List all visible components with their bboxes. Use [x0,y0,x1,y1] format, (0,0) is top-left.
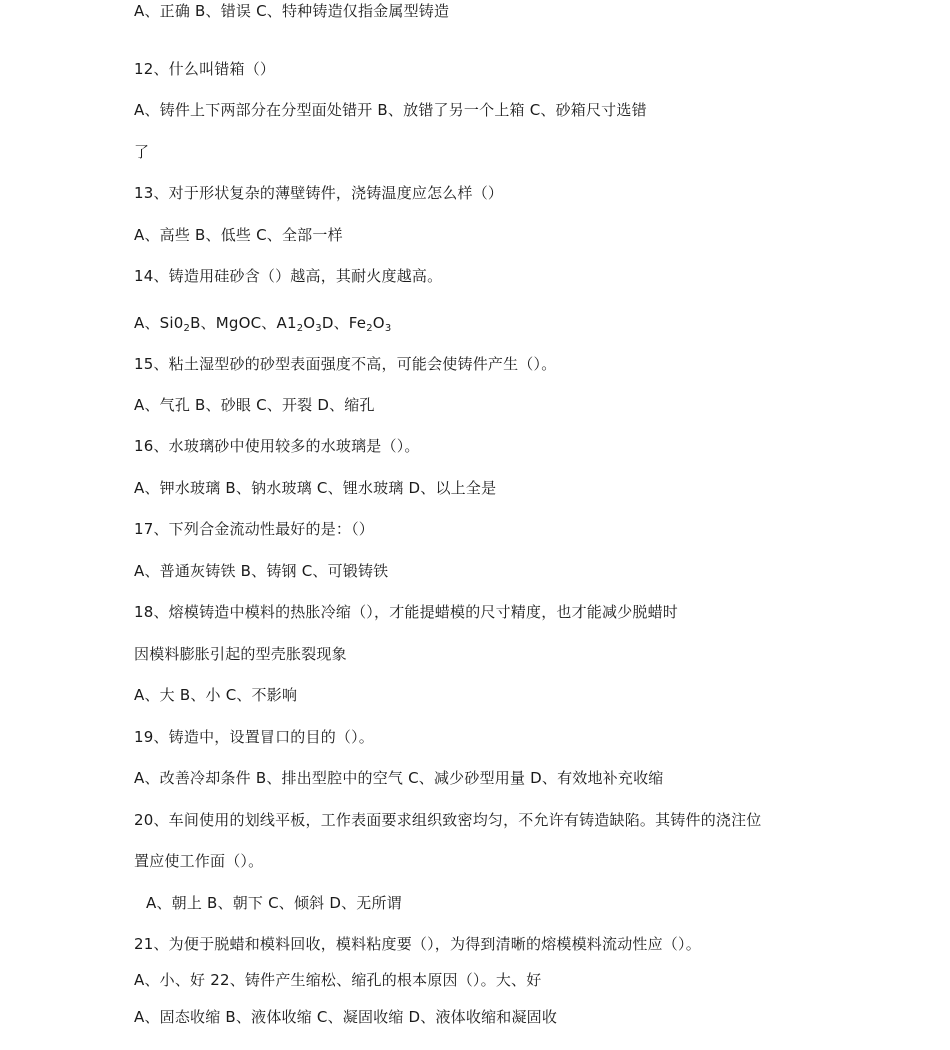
option-d-subscript-1: 2 [366,323,373,334]
question-14: 14、铸造用硅砂含（）越高，其耐火度越高。 [134,267,443,285]
question-20-continuation: 置应使工作面（）。 [134,852,264,870]
answer-options-12-continuation: 了 [134,143,150,161]
answer-options-11: A、正确 B、错误 C、特种铸造仅指金属型铸造 [134,2,450,20]
question-20: 20、车间使用的划线平板，工作表面要求组织致密均匀，不允许有铸造缺陷。其铸件的浇注位 [134,811,762,829]
option-c-subscript-2: 3 [315,323,322,334]
option-c-subscript-1: 2 [296,323,304,334]
question-19: 19、铸造中，设置冒口的目的（）。 [134,728,374,746]
answer-options-15: A、气孔 B、砂眼 C、开裂 D、缩孔 [134,396,375,414]
option-a-subscript: 2 [183,323,191,334]
answer-options-16: A、钾水玻璃 B、钠水玻璃 C、锂水玻璃 D、以上全是 [134,479,497,497]
answer-options-22: A、固态收缩 B、液体收缩 C、凝固收缩 D、液体收缩和凝固收 [134,1008,558,1026]
option-c-mid: O [303,314,316,332]
option-a-text: A、Si0 [134,314,184,332]
option-b-c-text: B、MgOC、A1 [190,314,297,332]
answer-options-17: A、普通灰铸铁 B、铸钢 C、可锻铸铁 [134,562,389,580]
answer-options-20: A、朝上 B、朝下 C、倾斜 D、无所谓 [146,894,402,912]
answer-options-18: A、大 B、小 C、不影响 [134,686,298,704]
answer-options-12: A、铸件上下两部分在分型面处错开 B、放错了另一个上箱 C、砂箱尺寸选错 [134,101,647,119]
question-12: 12、什么叫错箱（） [134,60,276,78]
answer-options-19: A、改善冷却条件 B、排出型腔中的空气 C、减少砂型用量 D、有效地补充收缩 [134,769,664,787]
question-18-continuation: 因模料膨胀引起的型壳胀裂现象 [134,645,347,663]
question-16: 16、水玻璃砂中使用较多的水玻璃是（）。 [134,437,420,455]
answer-options-14 [134,313,391,333]
option-d-mid: O [372,314,385,332]
option-d-subscript-2: 3 [384,323,392,334]
option-d-text: D、Fe [321,314,367,332]
question-17: 17、下列合金流动性最好的是：（） [134,520,374,538]
question-21: 21、为便于脱蜡和模料回收，模料粘度要（），为得到清晰的熔模模料流动性应（）。 [134,935,701,953]
answer-options-21-and-question-22: A、小、好 22、铸件产生缩松、缩孔的根本原因（）。大、好 [134,971,542,989]
answer-options-13: A、高些 B、低些 C、全部一样 [134,226,343,244]
question-15: 15、粘土湿型砂的砂型表面强度不高，可能会使铸件产生（）。 [134,355,557,373]
question-18: 18、熔模铸造中模料的热胀冷缩（），才能提蜡模的尺寸精度，也才能减少脱蜡时 [134,603,678,621]
question-13: 13、对于形状复杂的薄壁铸件，浇铸温度应怎么样（） [134,184,504,202]
